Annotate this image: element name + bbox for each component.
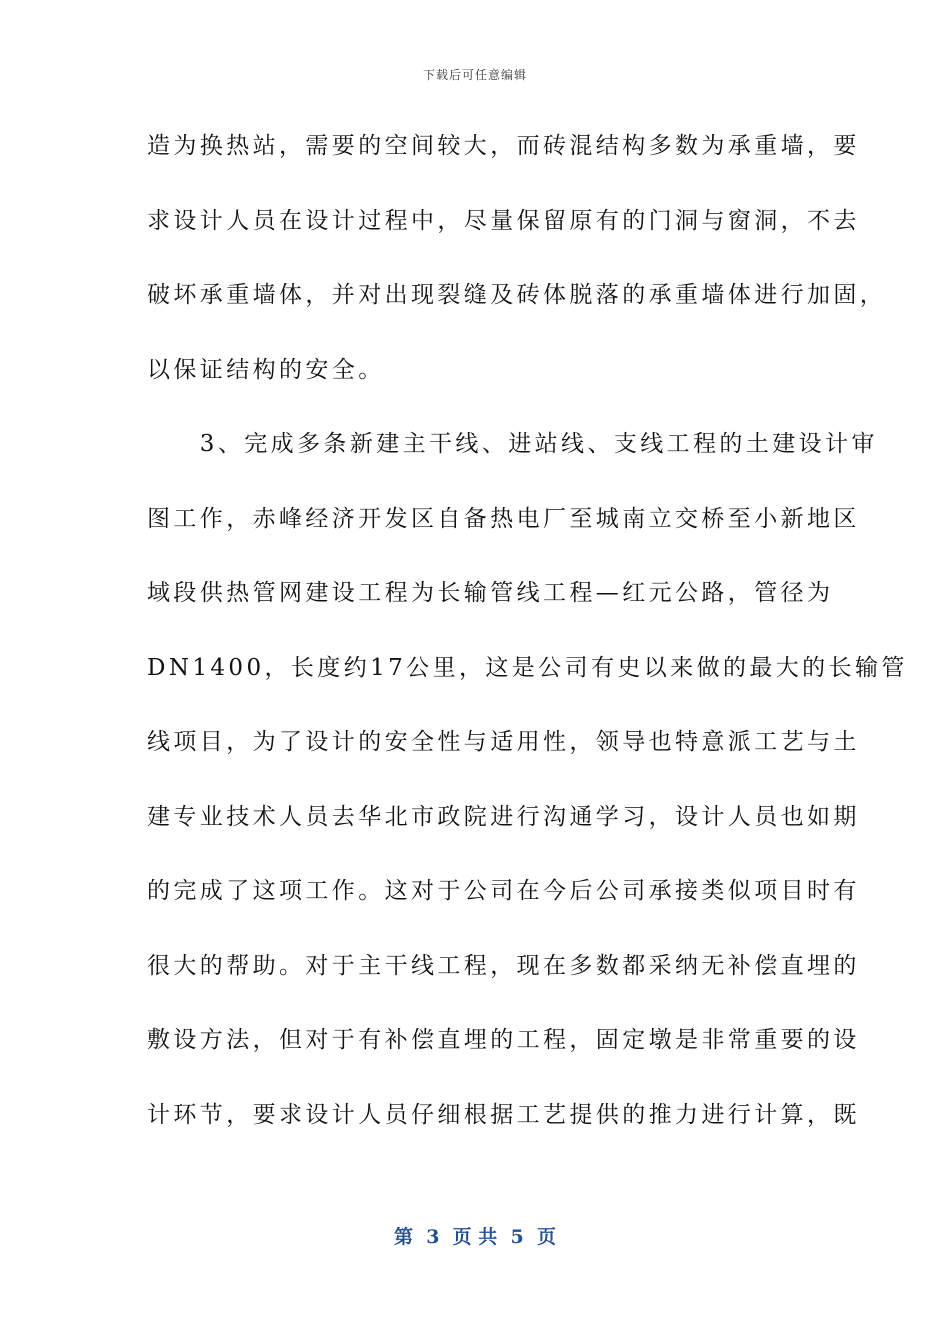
body-text — [147, 118, 908, 1161]
text-line: 域段供热管网建设工程为长输管线工程—红元公路，管径为 — [147, 580, 834, 606]
text-line: 建专业技术人员去华北市政院进行沟通学习，设计人员也如期 — [147, 803, 860, 830]
text-line: 图工作，赤峰经济开发区自备热电厂至城南立交桥至小新地区 — [147, 505, 860, 532]
page-number-footer: 第 3 页 共 5 页 — [394, 1226, 556, 1248]
text-line: 破坏承重墙体，并对出现裂缝及砖体脱落的承重墙体进行加固， — [147, 282, 887, 308]
text-line: DN1400，长度约17公里，这是公司有史以来做的最大的长输管 — [147, 654, 908, 681]
text-line: 3、完成多条新建主干线、进站线、支线工程的土建设计审 — [147, 431, 878, 457]
text-line: 计环节，要求设计人员仔细根据工艺提供的推力进行计算，既 — [147, 1101, 860, 1128]
text-line: 的完成了这项工作。这对于公司在今后公司承接类似项目时有 — [147, 878, 860, 904]
text-line: 线项目，为了设计的安全性与适用性，领导也特意派工艺与土 — [147, 729, 860, 755]
text-line: 求设计人员在设计过程中，尽量保留原有的门洞与窗洞，不去 — [147, 207, 860, 234]
text-line: 很大的帮助。对于主干线工程，现在多数都采纳无补偿直埋的 — [147, 952, 860, 979]
text-line: 敷设方法，但对于有补偿直埋的工程，固定墩是非常重要的设 — [147, 1027, 860, 1053]
text-line: 造为换热站，需要的空间较大，而砖混结构多数为承重墙，要 — [147, 133, 860, 159]
page-header: 下载后可任意编辑 — [422, 68, 527, 82]
text-line: 以保证结构的安全。 — [147, 356, 385, 383]
